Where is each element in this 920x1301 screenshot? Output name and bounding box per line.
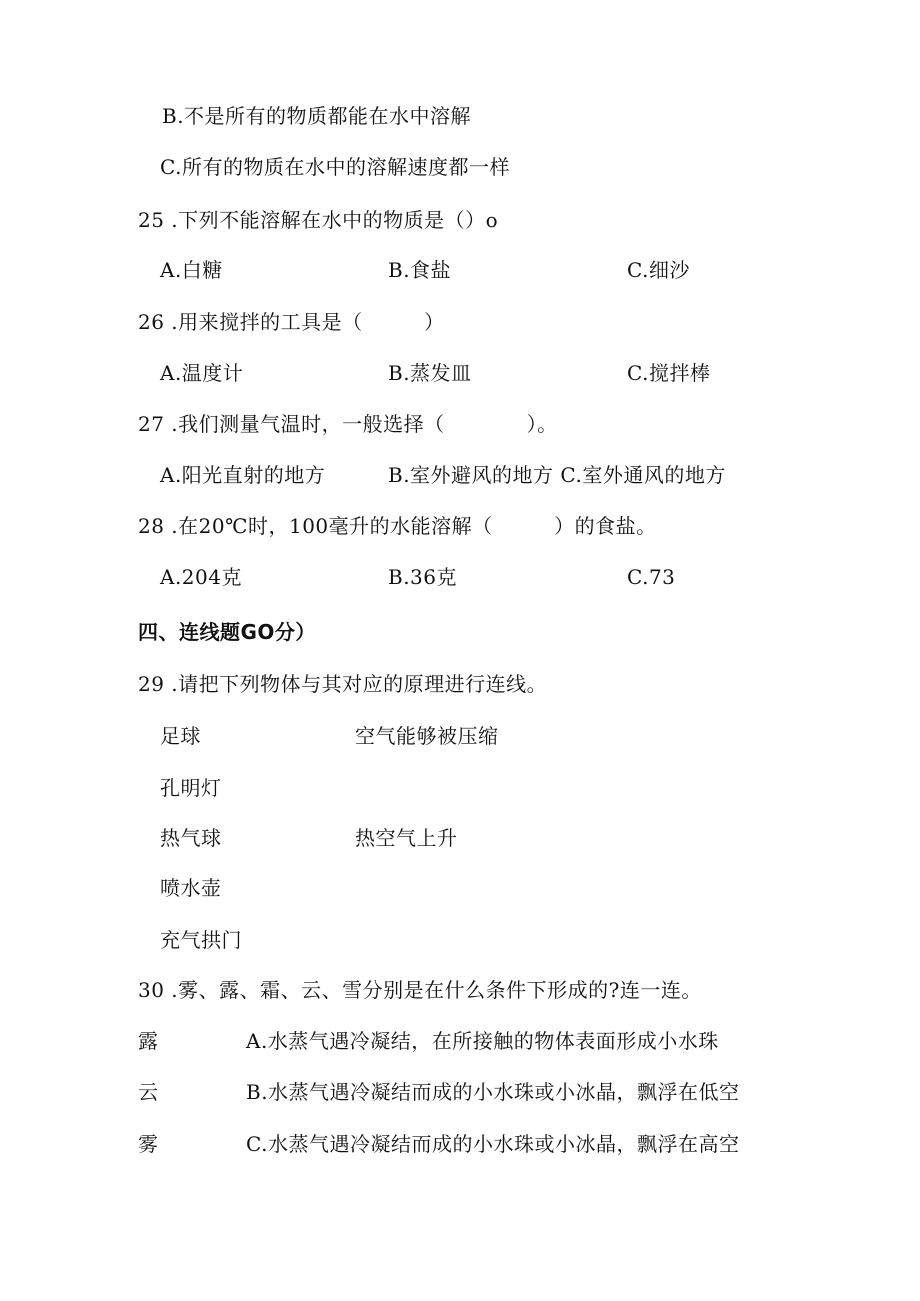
q29-left-item: 充气拱门 <box>160 928 242 952</box>
q26-stem: 26 .用来搅拌的工具是（ ） <box>138 310 445 334</box>
q28-option-b: B.36克 <box>388 565 458 589</box>
q29-right-item: 热空气上升 <box>355 826 458 850</box>
section-heading: 四、连线题GO分） <box>138 620 316 644</box>
q28-option-c: C.73 <box>627 565 676 589</box>
q25-option-b: B.食盐 <box>388 258 452 282</box>
q24-option-b: B.不是所有的物质都能在水中溶解 <box>162 104 472 128</box>
q30-left-item: 雾 <box>138 1132 159 1156</box>
q27-option-a: A.阳光直射的地方 <box>160 463 326 487</box>
q27-option-bc: B.室外避风的地方 C.室外通风的地方 <box>388 463 726 487</box>
q29-left-item: 喷水壶 <box>160 876 222 900</box>
q30-left-item: 露 <box>138 1029 159 1053</box>
q26-option-c: C.搅拌棒 <box>627 361 711 385</box>
q30-stem: 30 .雾、露、霜、云、雪分别是在什么条件下形成的?连一连。 <box>138 978 702 1002</box>
q30-right-item: B.水蒸气遇冷凝结而成的小水珠或小冰晶，飘浮在低空 <box>246 1080 740 1104</box>
q24-option-c: C.所有的物质在水中的溶解速度都一样 <box>160 155 510 179</box>
q29-left-item: 热气球 <box>160 826 222 850</box>
q25-option-a: A.白糖 <box>160 258 223 282</box>
q26-option-b: B.蒸发皿 <box>388 361 472 385</box>
q25-stem: 25 .下列不能溶解在水中的物质是（）o <box>138 208 499 232</box>
q29-left-item: 孔明灯 <box>160 776 222 800</box>
q30-left-item: 云 <box>138 1080 159 1104</box>
q26-option-a: A.温度计 <box>160 361 244 385</box>
q30-right-item: C.水蒸气遇冷凝结而成的小水珠或小冰晶，飘浮在高空 <box>246 1132 740 1156</box>
q25-option-c: C.细沙 <box>627 258 690 282</box>
q27-stem: 27 .我们测量气温时，一般选择（ ）。 <box>138 412 558 436</box>
q29-right-item: 空气能够被压缩 <box>355 724 499 748</box>
q28-option-a: A.204克 <box>160 565 242 589</box>
q29-left-item: 足球 <box>160 724 201 748</box>
q29-stem: 29 .请把下列物体与其对应的原理进行连线。 <box>138 672 548 696</box>
q28-stem: 28 .在20℃时，100毫升的水能溶解（ ）的食盐。 <box>138 514 657 538</box>
q30-right-item: A.水蒸气遇冷凝结，在所接触的物体表面形成小水珠 <box>246 1029 719 1053</box>
